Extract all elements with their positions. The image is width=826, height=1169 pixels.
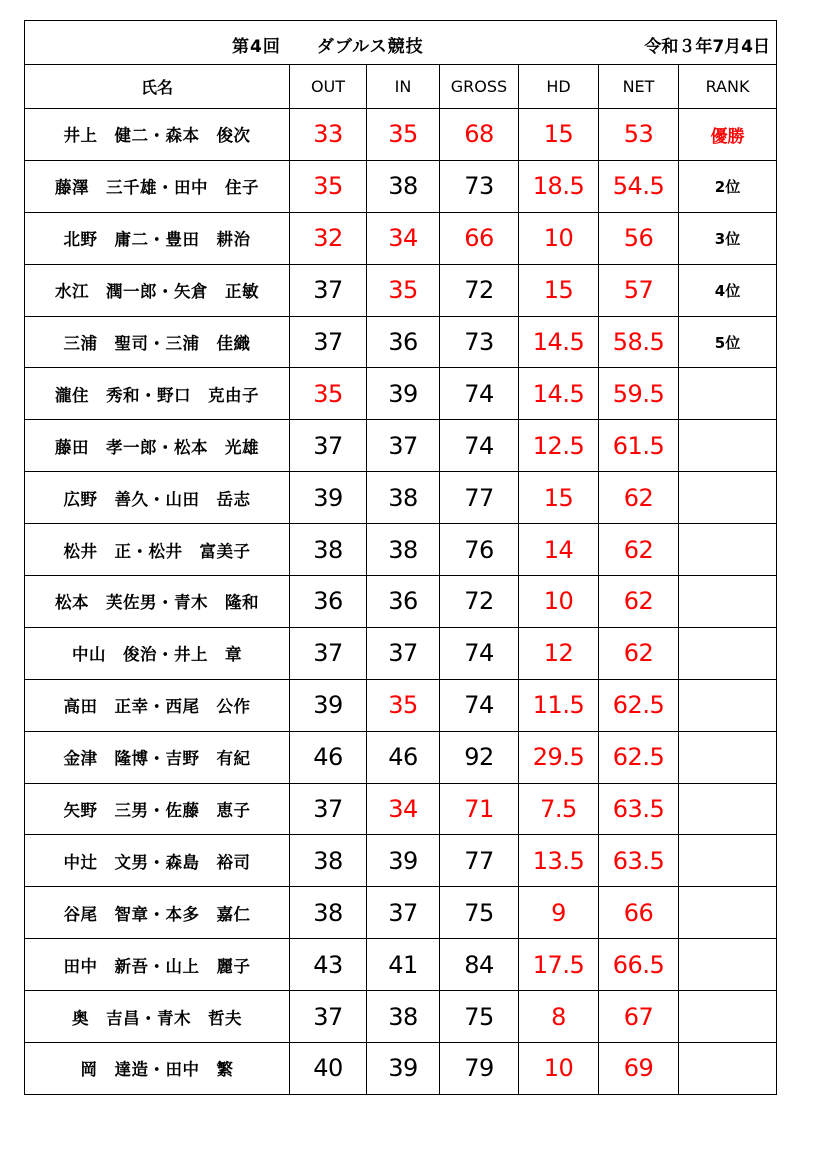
rank-cell — [679, 991, 777, 1043]
net-score-cell: 58.5 — [599, 316, 679, 368]
net-score-cell: 62 — [599, 627, 679, 679]
gross-score-cell: 76 — [440, 524, 519, 576]
gross-score-cell: 74 — [440, 627, 519, 679]
in-score-cell: 38 — [367, 472, 440, 524]
rank-cell — [679, 368, 777, 420]
out-score-cell: 46 — [290, 731, 367, 783]
net-score-cell: 62 — [599, 524, 679, 576]
gross-score-cell: 74 — [440, 368, 519, 420]
title-row — [25, 21, 777, 65]
in-score-cell: 34 — [367, 783, 440, 835]
net-score-cell: 62 — [599, 576, 679, 628]
out-score-cell: 33 — [290, 109, 367, 161]
rank-cell: 3位 — [679, 212, 777, 264]
pair-name-cell: 北野 庸二・豊田 耕治 — [25, 212, 290, 264]
pair-name-cell: 瀧住 秀和・野口 克由子 — [25, 368, 290, 420]
out-score-cell: 38 — [290, 887, 367, 939]
gross-score-cell: 74 — [440, 679, 519, 731]
handicap-cell: 13.5 — [519, 835, 599, 887]
in-score-cell: 35 — [367, 264, 440, 316]
competition-title: 第4回 ダブルス競技 — [232, 37, 424, 57]
out-score-cell: 38 — [290, 524, 367, 576]
in-score-cell: 41 — [367, 939, 440, 991]
net-score-cell: 63.5 — [599, 783, 679, 835]
pair-name-cell: 中辻 文男・森島 裕司 — [25, 835, 290, 887]
out-score-cell: 37 — [290, 264, 367, 316]
in-score-cell: 37 — [367, 420, 440, 472]
gross-score-cell: 73 — [440, 160, 519, 212]
handicap-cell: 15 — [519, 109, 599, 161]
pair-name-cell: 広野 善久・山田 岳志 — [25, 472, 290, 524]
rank-cell: 2位 — [679, 160, 777, 212]
table-row — [25, 939, 777, 991]
net-score-cell: 63.5 — [599, 835, 679, 887]
in-score-cell: 38 — [367, 160, 440, 212]
pair-name-cell: 藤田 孝一郎・松本 光雄 — [25, 420, 290, 472]
gross-score-cell: 73 — [440, 316, 519, 368]
out-score-cell: 35 — [290, 160, 367, 212]
pair-name-cell: 中山 俊治・井上 章 — [25, 627, 290, 679]
net-score-cell: 69 — [599, 1043, 679, 1095]
in-score-cell: 38 — [367, 991, 440, 1043]
out-score-cell: 39 — [290, 472, 367, 524]
pair-name-cell: 三浦 聖司・三浦 佳織 — [25, 316, 290, 368]
table-row — [25, 368, 777, 420]
header-row — [25, 65, 777, 109]
net-score-cell: 54.5 — [599, 160, 679, 212]
header-out: OUT — [290, 65, 367, 109]
rank-cell — [679, 731, 777, 783]
pair-name-cell: 井上 健二・森本 俊次 — [25, 109, 290, 161]
gross-score-cell: 84 — [440, 939, 519, 991]
rank-cell — [679, 420, 777, 472]
pair-name-cell: 松本 芙佐男・青木 隆和 — [25, 576, 290, 628]
out-score-cell: 43 — [290, 939, 367, 991]
out-score-cell: 39 — [290, 679, 367, 731]
gross-score-cell: 72 — [440, 576, 519, 628]
table-row — [25, 472, 777, 524]
pair-name-cell: 田中 新吾・山上 麗子 — [25, 939, 290, 991]
handicap-cell: 10 — [519, 212, 599, 264]
results-sheet — [24, 20, 776, 1095]
in-score-cell: 39 — [367, 368, 440, 420]
handicap-cell: 29.5 — [519, 731, 599, 783]
table-row — [25, 524, 777, 576]
rank-cell — [679, 887, 777, 939]
header-net: NET — [599, 65, 679, 109]
table-row — [25, 627, 777, 679]
header-hd: HD — [519, 65, 599, 109]
gross-score-cell: 74 — [440, 420, 519, 472]
handicap-cell: 12.5 — [519, 420, 599, 472]
table-row — [25, 420, 777, 472]
pair-name-cell: 奥 吉昌・青木 哲夫 — [25, 991, 290, 1043]
rank-cell — [679, 524, 777, 576]
in-score-cell: 36 — [367, 316, 440, 368]
table-row — [25, 316, 777, 368]
gross-score-cell: 77 — [440, 835, 519, 887]
in-score-cell: 34 — [367, 212, 440, 264]
rank-cell: 優勝 — [679, 109, 777, 161]
handicap-cell: 15 — [519, 472, 599, 524]
handicap-cell: 7.5 — [519, 783, 599, 835]
results-table — [24, 20, 777, 1095]
net-score-cell: 62 — [599, 472, 679, 524]
gross-score-cell: 68 — [440, 109, 519, 161]
competition-date: 令和３年7月4日 — [644, 37, 771, 57]
out-score-cell: 37 — [290, 627, 367, 679]
out-score-cell: 38 — [290, 835, 367, 887]
handicap-cell: 17.5 — [519, 939, 599, 991]
header-gross: GROSS — [440, 65, 519, 109]
handicap-cell: 8 — [519, 991, 599, 1043]
rank-cell: 5位 — [679, 316, 777, 368]
net-score-cell: 61.5 — [599, 420, 679, 472]
table-row — [25, 991, 777, 1043]
in-score-cell: 38 — [367, 524, 440, 576]
net-score-cell: 56 — [599, 212, 679, 264]
out-score-cell: 35 — [290, 368, 367, 420]
pair-name-cell: 藤澤 三千雄・田中 住子 — [25, 160, 290, 212]
rank-cell — [679, 576, 777, 628]
out-score-cell: 32 — [290, 212, 367, 264]
gross-score-cell: 72 — [440, 264, 519, 316]
out-score-cell: 37 — [290, 316, 367, 368]
net-score-cell: 57 — [599, 264, 679, 316]
table-row — [25, 109, 777, 161]
pair-name-cell: 高田 正幸・西尾 公作 — [25, 679, 290, 731]
in-score-cell: 39 — [367, 835, 440, 887]
net-score-cell: 59.5 — [599, 368, 679, 420]
in-score-cell: 35 — [367, 109, 440, 161]
rank-cell: 4位 — [679, 264, 777, 316]
gross-score-cell: 66 — [440, 212, 519, 264]
handicap-cell: 14.5 — [519, 316, 599, 368]
in-score-cell: 46 — [367, 731, 440, 783]
rank-cell — [679, 679, 777, 731]
table-row — [25, 264, 777, 316]
handicap-cell: 9 — [519, 887, 599, 939]
table-row — [25, 1043, 777, 1095]
in-score-cell: 39 — [367, 1043, 440, 1095]
table-row — [25, 576, 777, 628]
in-score-cell: 36 — [367, 576, 440, 628]
pair-name-cell: 岡 達造・田中 繁 — [25, 1043, 290, 1095]
net-score-cell: 66.5 — [599, 939, 679, 991]
in-score-cell: 37 — [367, 627, 440, 679]
net-score-cell: 66 — [599, 887, 679, 939]
handicap-cell: 18.5 — [519, 160, 599, 212]
out-score-cell: 37 — [290, 991, 367, 1043]
title-cell — [25, 21, 777, 65]
handicap-cell: 10 — [519, 576, 599, 628]
header-rank: RANK — [679, 65, 777, 109]
table-row — [25, 887, 777, 939]
pair-name-cell: 水江 潤一郎・矢倉 正敏 — [25, 264, 290, 316]
net-score-cell: 53 — [599, 109, 679, 161]
out-score-cell: 37 — [290, 420, 367, 472]
out-score-cell: 37 — [290, 783, 367, 835]
handicap-cell: 11.5 — [519, 679, 599, 731]
gross-score-cell: 77 — [440, 472, 519, 524]
rank-cell — [679, 627, 777, 679]
out-score-cell: 40 — [290, 1043, 367, 1095]
pair-name-cell: 松井 正・松井 富美子 — [25, 524, 290, 576]
header-name: 氏名 — [25, 65, 290, 109]
table-row — [25, 160, 777, 212]
rank-cell — [679, 783, 777, 835]
net-score-cell: 62.5 — [599, 679, 679, 731]
gross-score-cell: 75 — [440, 887, 519, 939]
table-row — [25, 731, 777, 783]
net-score-cell: 62.5 — [599, 731, 679, 783]
table-row — [25, 783, 777, 835]
handicap-cell: 14.5 — [519, 368, 599, 420]
in-score-cell: 37 — [367, 887, 440, 939]
handicap-cell: 15 — [519, 264, 599, 316]
handicap-cell: 12 — [519, 627, 599, 679]
rank-cell — [679, 835, 777, 887]
gross-score-cell: 92 — [440, 731, 519, 783]
rank-cell — [679, 939, 777, 991]
handicap-cell: 14 — [519, 524, 599, 576]
pair-name-cell: 金津 隆博・吉野 有紀 — [25, 731, 290, 783]
gross-score-cell: 71 — [440, 783, 519, 835]
table-row — [25, 679, 777, 731]
table-row — [25, 835, 777, 887]
net-score-cell: 67 — [599, 991, 679, 1043]
in-score-cell: 35 — [367, 679, 440, 731]
rank-cell — [679, 472, 777, 524]
handicap-cell: 10 — [519, 1043, 599, 1095]
gross-score-cell: 75 — [440, 991, 519, 1043]
header-in: IN — [367, 65, 440, 109]
rank-cell — [679, 1043, 777, 1095]
pair-name-cell: 矢野 三男・佐藤 恵子 — [25, 783, 290, 835]
table-row — [25, 212, 777, 264]
out-score-cell: 36 — [290, 576, 367, 628]
pair-name-cell: 谷尾 智章・本多 嘉仁 — [25, 887, 290, 939]
gross-score-cell: 79 — [440, 1043, 519, 1095]
